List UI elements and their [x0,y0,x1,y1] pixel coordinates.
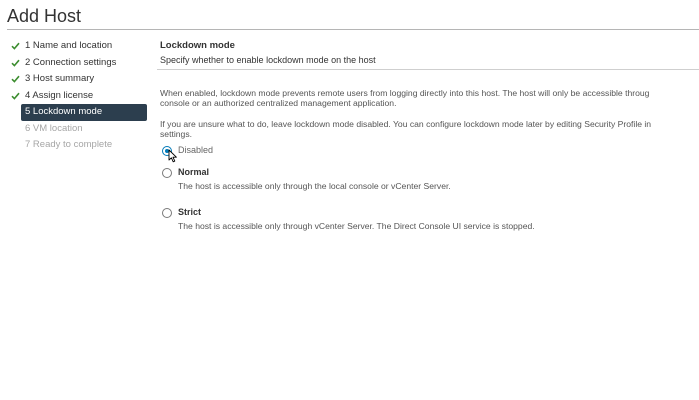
step-label: 6 VM location [25,122,83,134]
description-line: console or an authorized centralized management application. [160,98,397,108]
wizard-steps [9,38,149,154]
option-strict-description: The host is accessible only through vCenter Server. The Direct Console UI service is stopped. [178,221,535,231]
step-label: 3 Host summary [25,73,95,84]
step-assign-license[interactable] [9,88,149,105]
option-strict-label[interactable]: Strict [178,207,202,217]
mouse-pointer-icon [168,149,178,163]
checkmark-icon [11,42,20,50]
lockdown-description [160,88,699,108]
advice-line: settings. [160,129,193,139]
step-name-and-location[interactable] [9,38,149,55]
option-normal-label[interactable]: Normal [178,167,210,177]
step-lockdown-mode[interactable] [21,104,147,121]
step-label: 1 Name and location [25,40,113,51]
step-vm-location [9,121,149,138]
title-divider [7,29,699,30]
advice-line: If you are unsure what to do, leave lockdown mode disabled. You can configure lockdown mode later by editing Security Profile in [160,119,652,129]
lockdown-advice [160,119,699,139]
description-line: When enabled, lockdown mode prevents remote users from logging directly into this host. The host will only be accessible throug [160,88,650,98]
option-disabled-label[interactable]: Disabled [178,145,214,155]
step-label: 4 Assign license [25,89,94,101]
radio-strict[interactable] [162,208,172,218]
step-label: 7 Ready to complete [25,139,113,150]
step-label: 2 Connection settings [25,56,117,68]
step-label: 5 Lockdown mode [25,106,103,117]
option-normal-description: The host is accessible only through the local console or vCenter Server. [178,181,451,191]
checkmark-icon [11,92,20,100]
checkmark-icon [11,59,20,67]
section-title: Lockdown mode [160,40,235,51]
section-divider [157,69,699,70]
radio-normal[interactable] [162,168,172,178]
step-connection-settings[interactable] [9,55,149,72]
section-subtitle: Specify whether to enable lockdown mode on the host [160,55,376,65]
checkmark-icon [11,75,20,83]
step-host-summary[interactable] [9,71,149,88]
dialog-title: Add Host [7,6,82,26]
step-ready-to-complete [9,137,149,154]
